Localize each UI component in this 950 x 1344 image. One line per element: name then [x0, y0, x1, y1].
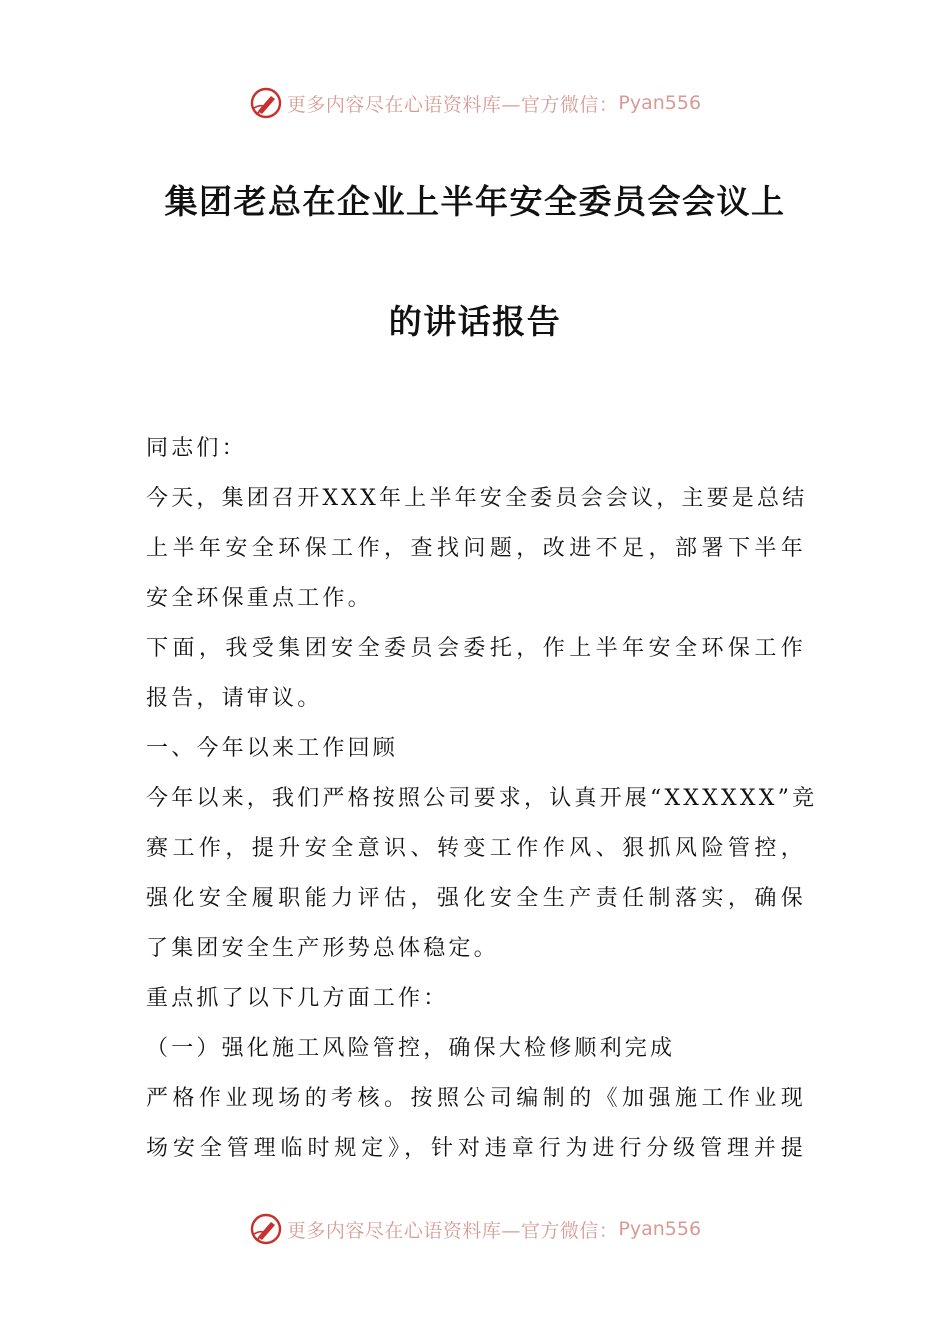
pen-logo-icon: [249, 86, 283, 120]
section-heading: 一、今年以来工作回顾: [146, 736, 399, 761]
body-line: 赛工作，提升安全意识、转变工作作风、狠抓风险管控，: [146, 836, 806, 861]
body-line: 上半年安全环保工作，查找问题，改进不足，部署下半年: [146, 536, 806, 561]
footer-watermark-banner: [0, 1209, 950, 1249]
subsection-heading: （一）强化施工风险管控，确保大检修顺利完成: [146, 1036, 676, 1061]
header-watermark-banner: [0, 83, 950, 123]
body-line: 报告，请审议。: [146, 686, 323, 711]
watermark-handle: Pyan556: [618, 1218, 702, 1240]
body-line: 场安全管理临时规定》，针对违章行为进行分级管理并提: [146, 1136, 806, 1161]
body-line: 今天，集团召开XXX年上半年安全委员会会议，主要是总结: [146, 486, 808, 511]
pen-logo-icon: [249, 1212, 283, 1246]
watermark-handle: Pyan556: [618, 92, 702, 114]
watermark-text: 更多内容尽在心语资料库—官方微信：: [286, 1219, 619, 1242]
body-line: 安全环保重点工作。: [146, 586, 373, 611]
document-title-line-2: 的讲话报告: [388, 302, 562, 341]
body-line: 强化安全履职能力评估，强化安全生产责任制落实，确保: [146, 886, 806, 911]
watermark-text: 更多内容尽在心语资料库—官方微信：: [286, 93, 619, 116]
document-title-line-1: 集团老总在企业上半年安全委员会会议上: [164, 182, 786, 221]
body-line: 下面，我受集团安全委员会委托，作上半年安全环保工作: [146, 636, 806, 661]
body-line: 今年以来，我们严格按照公司要求，认真开展“XXXXXX”竞: [146, 786, 818, 811]
body-line: 了集团安全生产形势总体稳定。: [146, 936, 499, 961]
body-line: 重点抓了以下几方面工作：: [146, 986, 449, 1011]
body-line: 严格作业现场的考核。按照公司编制的《加强施工作业现: [146, 1086, 806, 1111]
document-body: [146, 424, 818, 1174]
body-line: 同志们：: [146, 436, 247, 461]
